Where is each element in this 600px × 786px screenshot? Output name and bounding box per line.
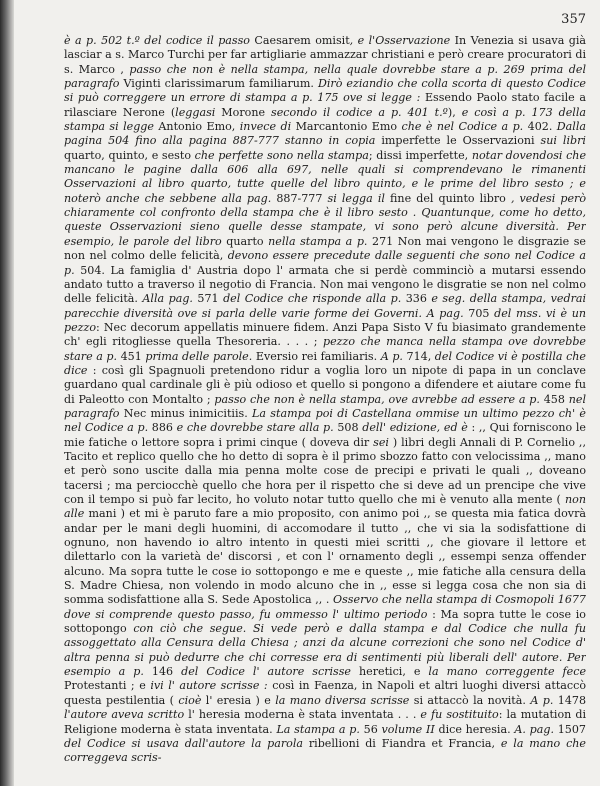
roman-text-run: : Ma sopra tutte le cose io sottopongo	[64, 607, 586, 636]
italic-text-run: si legga il	[322, 191, 385, 205]
roman-text-run: ribellioni di Fiandra et Francia,	[303, 736, 496, 750]
roman-text-run: imperfette le Osservazioni	[375, 134, 535, 148]
italic-text-run: notar dovendosi che mancano le pagine dalla 606 alla 697, nelle quali si comprendevano le rimanenti Osservazioni al libro quarto, tutte quelle del libro quinto, e le prime del libro sesto ; e noterò anche che sebbene alla pag.	[64, 148, 586, 205]
roman-text-run: dice heresia.	[434, 722, 511, 736]
roman-text-run: Essendo Paolo stato facile a rilasciare Nerone (	[64, 91, 586, 119]
italic-text-run: e seg. della stampa, vedrai parecchie diversità ove si parla delle varie forme dei Governi. A pag.	[64, 292, 586, 320]
roman-text-run: ) libri degli Annali di P. Cornelio ,, Tacito et replico quello che ho detto di sopra è il primo sbozzo fatto con velocissima ,, mano et però sono uscite dalla mia penna molte cose de precipi e privati le quali ,, doveano tacersi ; ma perciocchè quello che hora per il rispetto che si deve ad un prencipe che vive con il tempo si può far lecito, ho voluto notar tutto quello che mi è venuto alla mente (	[64, 435, 586, 506]
italic-text-run: pezzo che manca nella stampa ove dovrebbe stare a p.	[64, 335, 586, 363]
roman-text-run: 402.	[523, 120, 553, 134]
italic-text-run: nel paragrafo	[64, 392, 586, 420]
italic-text-run: cioè	[173, 693, 202, 707]
roman-text-run: ; dissi imperfette,	[368, 148, 469, 162]
italic-text-run: Dalla pagina 504 fino alla pagina 887-777 stanno in copia	[64, 120, 586, 148]
roman-text-run: 886	[148, 421, 173, 435]
roman-text-run: 504. La famiglia d' Austria dopo l' armata che si perdè comminciò a mutarsi essendo andato tutto a traverso il negotio di Francia. Non mai vengono le disgratie se non nel colmo delle felicità.	[64, 263, 586, 306]
italic-text-run: secondo il codice a p. 401 t.º	[265, 105, 448, 119]
roman-text-run: quarto	[221, 234, 264, 248]
italic-text-run: sui libri	[534, 134, 586, 148]
italic-text-run: che è nel Codice a p.	[397, 120, 524, 134]
roman-text-run: 336	[401, 292, 427, 306]
roman-text-run: 271 Non mai vengono le disgrazie se non nel colmo delle felicità,	[64, 234, 586, 263]
italic-text-run: e che dovrebbe stare alla p.	[172, 421, 334, 435]
roman-text-run: Nec minus inimicitiis.	[119, 406, 248, 420]
roman-text-run: Protestanti ; e	[64, 679, 146, 693]
italic-text-run: del Codice si usava dall'autore la parola	[64, 736, 304, 750]
roman-text-run: Marcantonio Emo	[291, 120, 398, 134]
roman-text-run: 1507	[554, 722, 586, 736]
italic-text-run: invece di	[235, 120, 292, 134]
roman-text-run: così in Faenza, in Napoli et altri luoghi diversi attaccò questa pestilentia (	[64, 679, 586, 707]
roman-text-run: 458	[539, 392, 565, 406]
italic-text-run: Osservo che nella stampa di Cosmopoli 1677 dove si comprende questo passo, fu ommesso l' ultimo periodo	[64, 593, 586, 621]
italic-text-run: passo che non è nella stampa, ove avrebbe ad essere a p.	[210, 392, 540, 406]
italic-text-run: l'autore aveva scritto	[64, 708, 185, 722]
italic-text-run: nella stampa a p.	[263, 234, 368, 248]
scan-shadow-edge	[0, 0, 14, 786]
italic-text-run: A p.	[525, 693, 554, 707]
roman-text-run: si attaccò la novità.	[409, 693, 526, 707]
roman-text-run: 705	[463, 306, 490, 320]
roman-text-run: : Nec decorum appellatis minuere fidem. Anzi Papa Sisto V fu biasimato grandemente ch' egli ritogliesse quella Thesoreria. . . . ;	[64, 320, 586, 349]
roman-text-run: 56	[359, 722, 378, 736]
italic-text-run: A. pag.	[510, 722, 554, 736]
roman-text-run: 1478	[553, 693, 586, 707]
roman-text-run: Eversio rei familiaris.	[252, 349, 378, 363]
italic-text-run: è a p. 502 t.º del codice il passo	[64, 34, 250, 47]
roman-text-run: fine del quinto libro	[384, 191, 506, 205]
roman-text-run: 451	[117, 349, 142, 363]
italic-text-run: Alla pag.	[137, 292, 193, 306]
italic-text-run: del Codice l' autore scrisse	[173, 665, 351, 679]
italic-text-run: Dirò eziandio che colla scorta di questo Codice si può correggere un errore di stampa a p. 175 ove si legge :	[64, 77, 586, 105]
roman-text-run: ),	[447, 105, 456, 119]
italic-text-run: del Codice vi è postilla che dice	[64, 349, 586, 377]
body-text	[64, 34, 586, 774]
roman-text-run: 887-777	[271, 191, 323, 205]
italic-text-run: Quantunque, come ho detto, queste Osservazioni sieno quelle desse stampate, vi sono però alcune diversità. Per esempio, le parole del libro	[64, 206, 586, 248]
italic-text-run: con ciò che segue. Si vede però e dalla stampa e dal Codice che nulla fu assoggettato alla Censura della Chiesa ; anzi da alcune correzioni che sono nel Codice d' altra penna si può dedurre che chi corresse era di sentimenti più liberali dell' autore. Per esempio a p.	[64, 622, 586, 679]
italic-text-run: A p.	[377, 349, 403, 363]
roman-text-run: mani ) et mi è paruto fare a mio proposito, con animo poi ,, se questa mia fatica dovrà andar per le mani degli huomini, di accomodare il tutto ,, che vi sia la sodisfattione di ognuno, non havendo io altro intento in questi miei scritti ,, che giovare il lettore et dilettarlo con la varietà de' discorsi , et con l' ornamento degli ,, essempi senza offender alcuno. Ma sopra tutte le cose io sottopongo e me e queste ,, mie fatiche alla censura della S. Madre Chiesa, non volendo in modo alcuno che in ,, esse si legga cosa che non sia di somma sodisfattione alla S. Sede Apostolica ,, .	[64, 507, 586, 607]
italic-text-run: passo che non è nella stampa, nella quale dovrebbe stare a p. 269 prima del paragrafo	[64, 62, 586, 91]
italic-text-run: La stampa a p.	[272, 722, 360, 736]
roman-text-run: l' eresia ) e	[201, 693, 271, 707]
roman-text-run: heretici, e	[351, 665, 421, 679]
roman-text-run: quarto, quinto, e sesto	[64, 148, 191, 162]
roman-text-run: 571	[192, 292, 219, 306]
italic-text-run: , vedesi però chiaramente col confronto della stampa che è il libro sesto .	[64, 191, 586, 220]
italic-text-run: del Codice che risponde alla p.	[218, 292, 402, 306]
italic-text-run: e fu sostituito	[416, 708, 499, 722]
italic-text-run: che perfette sono nella stampa	[191, 148, 369, 162]
roman-text-run: Antonio Emo,	[153, 120, 236, 134]
roman-text-run: l' heresia moderna è stata inventata . . .	[184, 708, 417, 722]
italic-text-run: devono essere precedute dalle seguenti che sono nel Codice a p.	[64, 249, 586, 277]
roman-text-run: : ,, Qui forniscono le mie fatiche o lettore sopra i primi cinque ( doveva dir	[64, 421, 586, 449]
italic-text-run: la mano diversa scrisse	[270, 693, 410, 707]
roman-text-run: Caesarem omisit	[250, 34, 350, 47]
italic-text-run: del mss. vi è un pezzo	[64, 306, 586, 334]
italic-text-run: non alle	[64, 493, 586, 521]
main-paragraph	[64, 34, 586, 766]
roman-text-run: In Venezia si usava già lasciar a s. Marco Turchi per far artigliarie ammazzar christiani e però creare procuratori di s. Marco ,	[64, 34, 586, 76]
italic-text-run: ivi l' autore scrisse :	[145, 679, 268, 693]
roman-text-run: : così gli Spagnuoli pretendono ridur a voglia loro un nipote di papa in un conclave guardano qual cardinale gli è più odioso et quello si pongono a difendere et aiutare come fu di Paleotto con Montalto ;	[64, 363, 586, 406]
roman-text-run: Morone	[215, 105, 266, 119]
italic-text-run: la mano correggente fece	[420, 665, 586, 679]
italic-text-run: La stampa poi di Castellana ommise un ultimo pezzo ch' è nel Codice a p.	[64, 406, 586, 435]
italic-text-run: leggasi	[175, 105, 216, 119]
italic-text-run: dell' edizione, ed è	[358, 421, 468, 435]
italic-text-run: sei	[369, 435, 389, 449]
italic-text-run: volume II	[377, 722, 435, 736]
roman-text-run: 508	[333, 421, 359, 435]
italic-text-run: Osservazione	[375, 34, 451, 47]
roman-text-run: 146	[143, 665, 174, 679]
italic-text-run: prima delle parole.	[141, 349, 253, 363]
italic-text-run: , e l'	[349, 34, 376, 47]
page-number: 357	[561, 12, 586, 27]
roman-text-run: : la mutation di Religione moderna è stata inventata.	[64, 708, 586, 736]
italic-text-run: e così a p. 173 della stampa si legge	[64, 105, 586, 134]
italic-text-run: e la mano che correggeva scris-	[64, 736, 586, 765]
roman-text-run: Viginti clarissimarum familiarum.	[119, 77, 314, 91]
roman-text-run: 714,	[402, 349, 432, 363]
